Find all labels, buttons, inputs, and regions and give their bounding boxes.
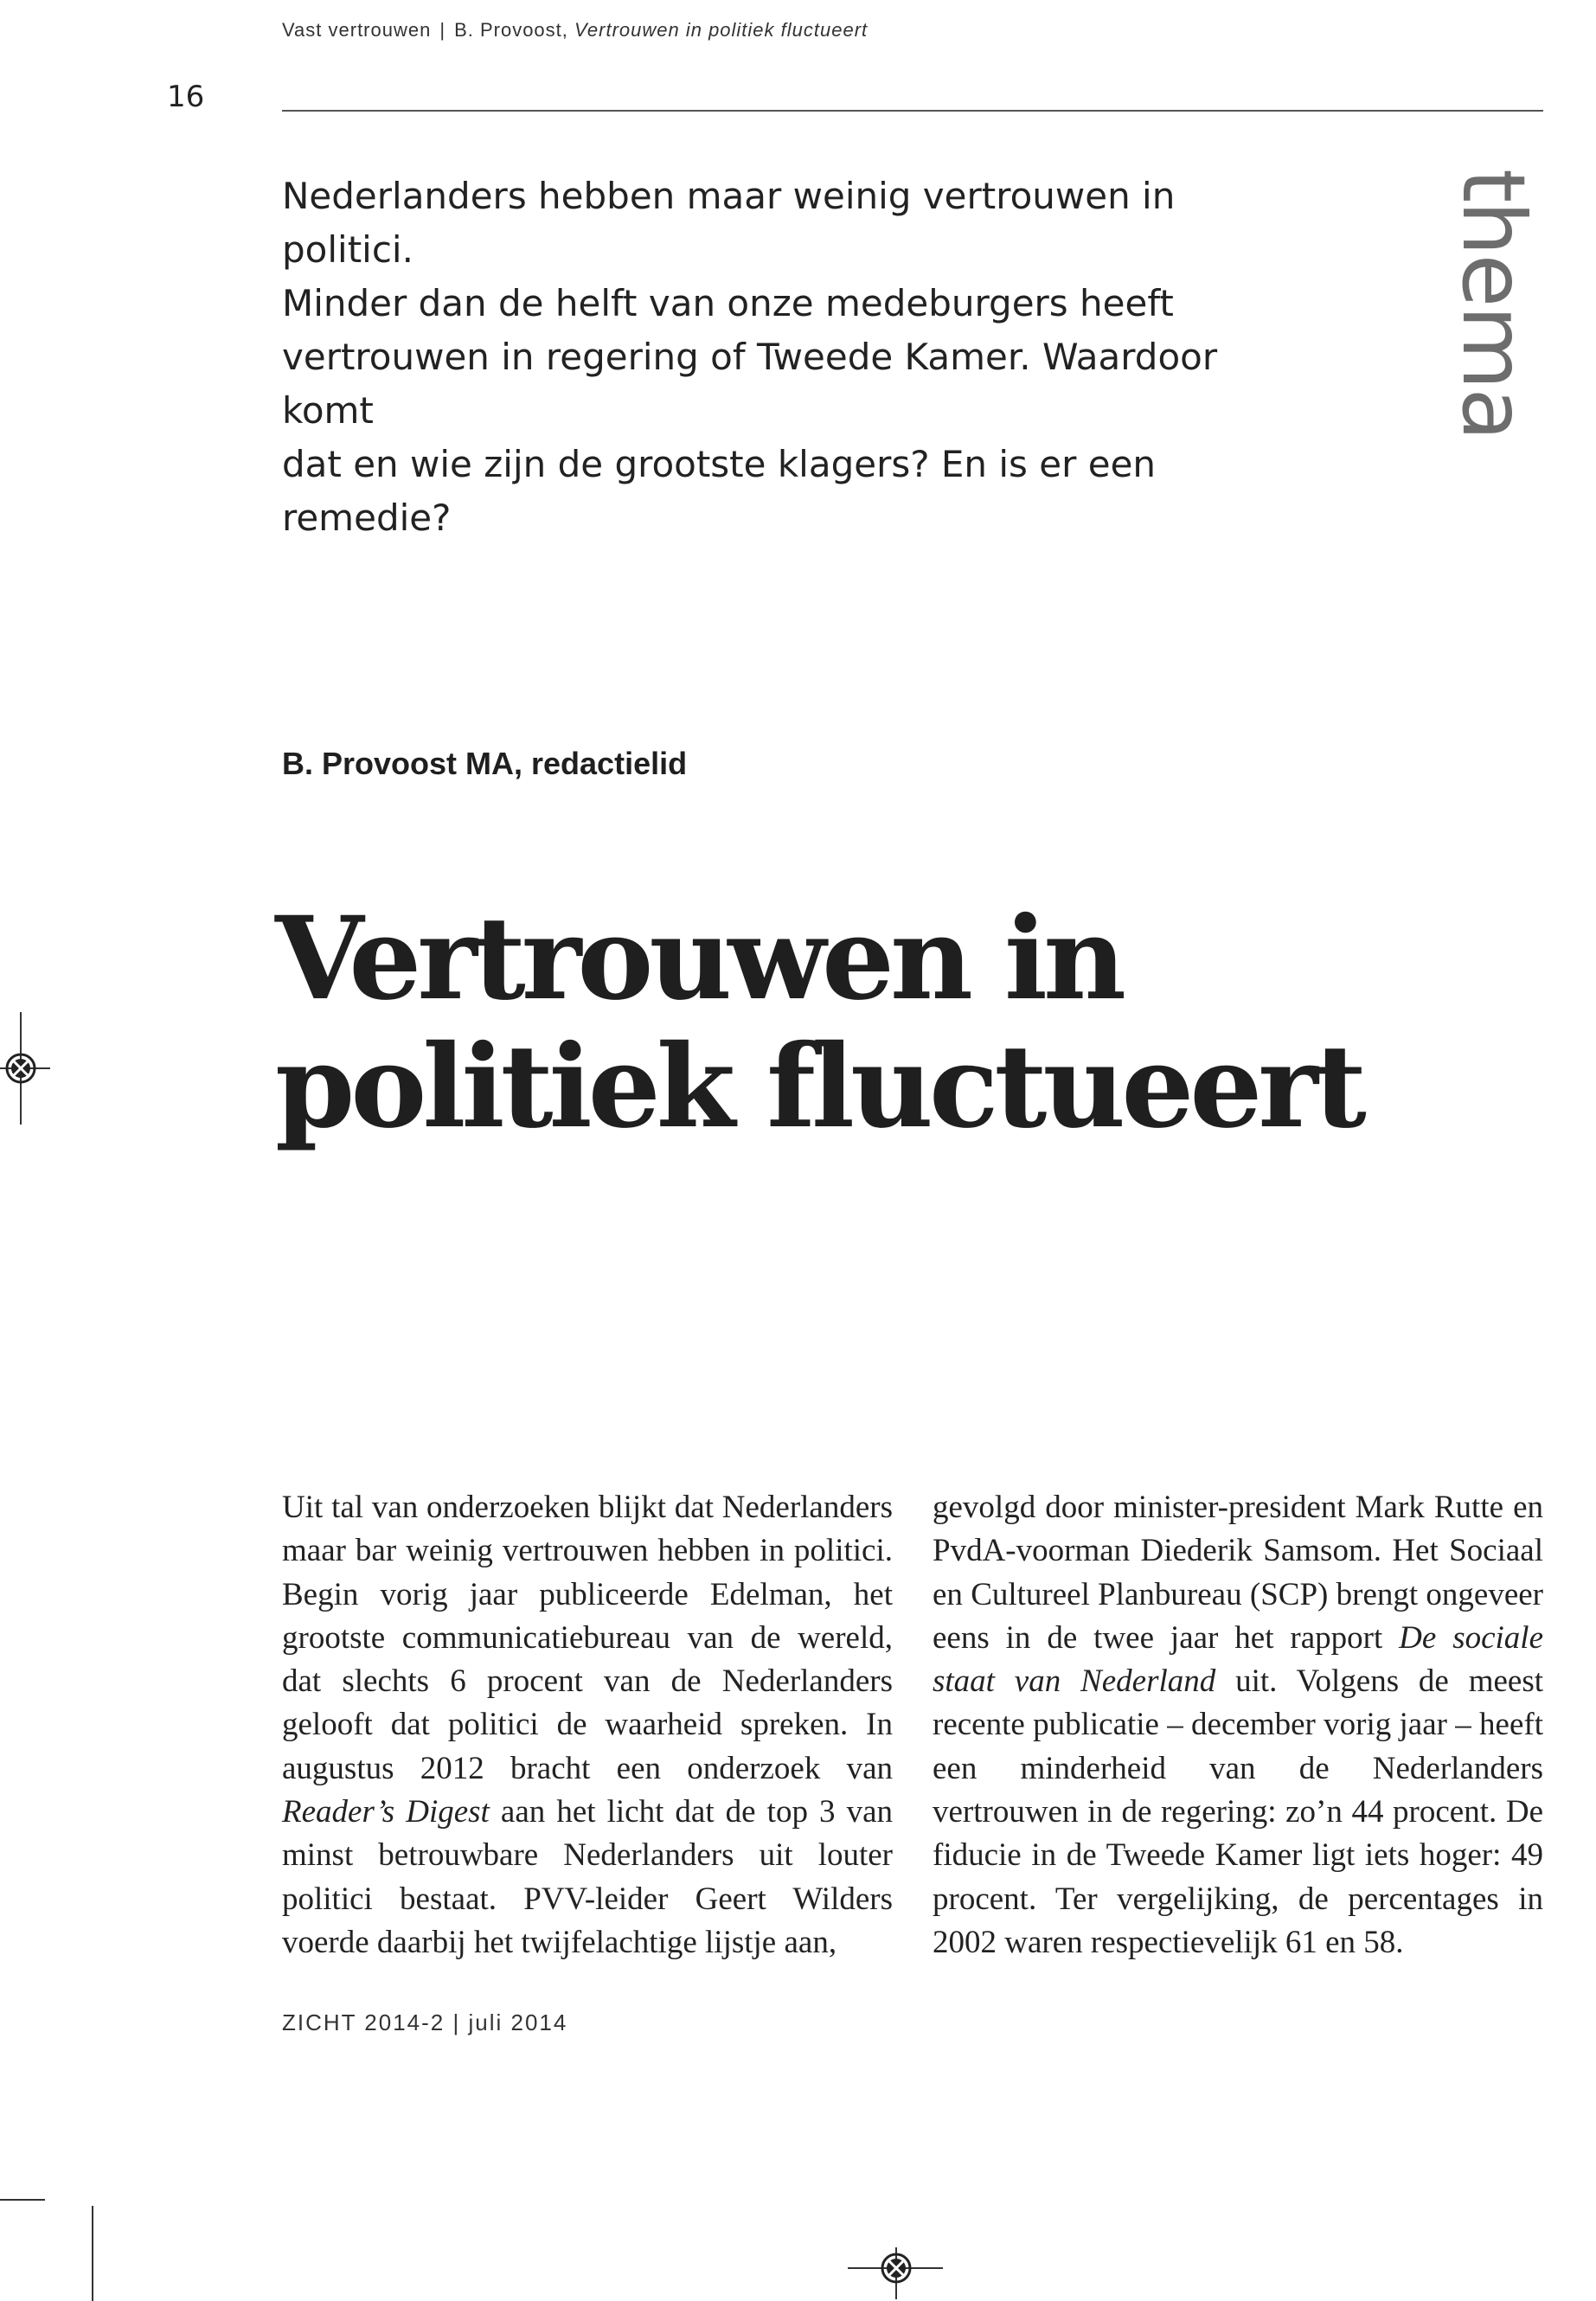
running-head-separator: |: [439, 19, 446, 41]
crop-mark: [92, 2206, 93, 2301]
footer: [282, 2009, 567, 2036]
body-text: uit. Volgens de meest recente publicatie – december vorig jaar – heeft een minderheid van de Nederlanders vertrouwen in de regering: zo’n 44 procent. De fiducie in de Tweede Kamer ligt iets hoger: 49 procent. Ter vergelijking, de percentages in 2002 waren respectievelijk 61 en 58.: [933, 1663, 1543, 1960]
registration-mark-icon: [848, 2247, 943, 2299]
intro-text: [282, 170, 1259, 545]
registration-mark-icon: [0, 1012, 52, 1125]
body-italic-text: Reader’s Digest: [282, 1794, 490, 1830]
running-head-article-title: Vertrouwen in politiek fluctueert: [574, 19, 869, 41]
article-title: [275, 892, 1486, 1154]
crop-mark: [0, 2199, 45, 2201]
header-rule: [282, 110, 1543, 112]
title-line: politiek fluctueert: [275, 1020, 1362, 1154]
body-text: Uit tal van onderzoeken blijkt dat Nederlanders maar bar weinig vertrouwen hebben in politici. Begin vorig jaar publiceerde Edelman, het grootste communicatiebureau van de wereld, dat slechts 6 procent van de Nederlanders gelooft dat politici de waarheid spreken. In augustus 2012 bracht een onderzoek van: [282, 1490, 893, 1786]
body-text: aan het licht dat de top 3 van minst betrouwbare Nederlanders uit louter politici bestaat. PVV-leider Geert Wilders voerde daarbij het twijfelachtige lijstje aan,: [282, 1794, 893, 1960]
body-column-right: [933, 1486, 1543, 1965]
section-label: [1424, 169, 1545, 439]
intro-line: vertrouwen in regering of Tweede Kamer. Waardoor komt: [282, 336, 1218, 432]
section-label-text: thema: [1443, 169, 1544, 439]
byline: B. Provoost MA, redactielid: [282, 746, 688, 781]
footer-date: juli 2014: [468, 2009, 568, 2035]
body-text: gevolgd door minister-president Mark Rutte en PvdA-voorman Diederik Samsom. Het Sociaal en Cultureel Planbureau (SCP) brengt ongeveer eens in de twee jaar het rapport: [933, 1490, 1543, 1656]
intro-line: dat en wie zijn de grootste klagers? En is er een remedie?: [282, 443, 1157, 539]
body-italic-text: De sociale staat van Nederland: [933, 1619, 1543, 1700]
footer-separator: |: [452, 2009, 461, 2035]
running-head: [282, 19, 868, 42]
title-line: Vertrouwen in: [275, 892, 1123, 1026]
footer-journal: ZICHT 2014-2: [282, 2009, 445, 2035]
body-column-left: [282, 1486, 893, 1965]
intro-line: Minder dan de helft van onze medeburgers heeft: [282, 282, 1174, 324]
running-head-author: B. Provoost,: [454, 19, 568, 41]
page-number: 16: [167, 80, 205, 114]
intro-line: Nederlanders hebben maar weinig vertrouwen in politici.: [282, 175, 1176, 271]
running-head-journal: Vast vertrouwen: [282, 19, 432, 41]
